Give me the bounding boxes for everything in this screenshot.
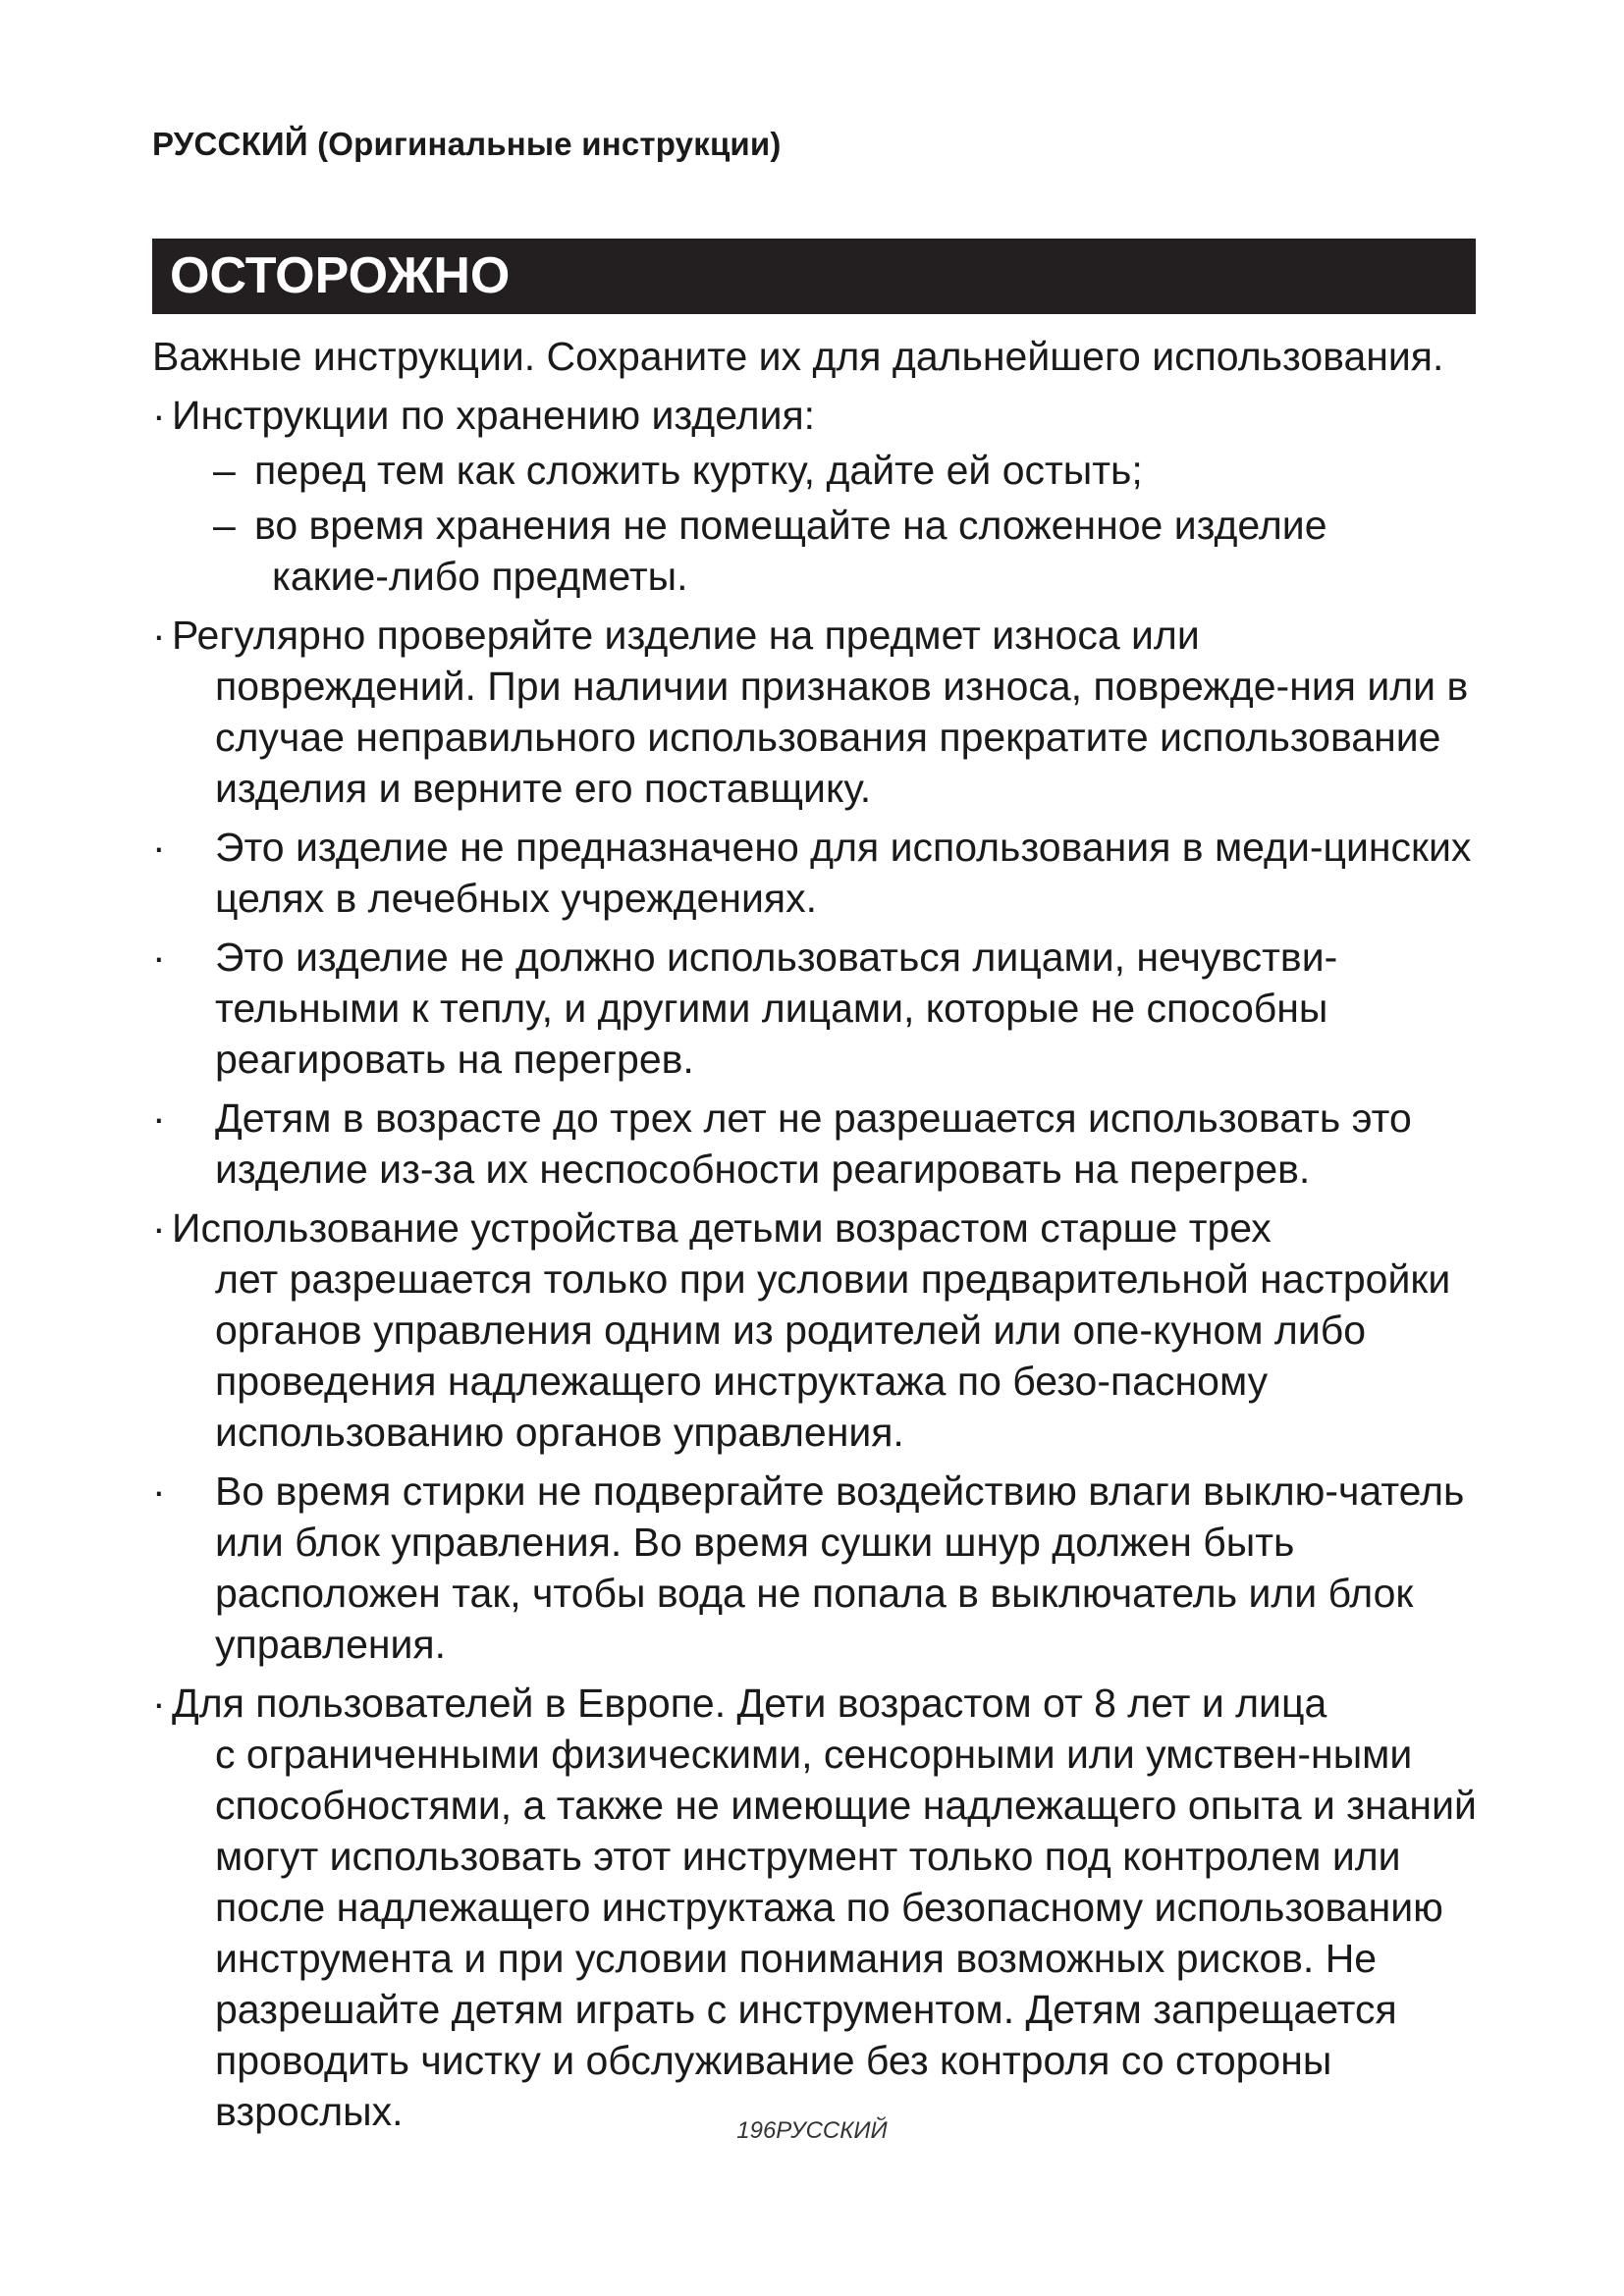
list-item-text: Это изделие не предназначено для использования в меди-цинских целях в лечебных учреждениях. — [215, 825, 1472, 921]
list-item-text: Во время стирки не подвергайте воздействию влаги выклю-чатель или блок управления. Во время сушки шнур должен быть расположен так, чтобы вода не попала в выключатель или блок управления. — [215, 1468, 1465, 1667]
storage-subitem-continuation: какие-либо предметы. — [272, 554, 688, 599]
storage-subitem-text: перед тем как сложить куртку, дайте ей остыть; — [254, 448, 1143, 493]
warning-title: ОСТОРОЖНО — [170, 247, 511, 304]
list-item-under-three — [152, 1093, 1497, 1195]
instructions-body — [152, 331, 1497, 2137]
storage-subitem-text: во время хранения не помещайте на сложенное изделие — [254, 503, 1327, 548]
page-number: 196РУССКИЙ — [736, 2117, 888, 2144]
bullet-icon: · — [152, 1205, 166, 1251]
list-item-insensitive — [152, 932, 1497, 1085]
list-item-first-line: Использование устройства детьми возрастом старше трех — [172, 1205, 1272, 1251]
list-item-text: Это изделие не должно использоваться лицами, нечувстви-тельными к теплу, и другими лицами, которые не способны реагировать на перегрев. — [215, 934, 1338, 1082]
dash-icon: – — [213, 503, 236, 548]
list-item-europe — [152, 1678, 1497, 2137]
list-item-continuation: с ограниченными физическими, сенсорными или умствен-ными способностями, а также не имеющие надлежащего опыта и знаний могут использовать этот инструмент только под контролем или после надлежащего инструктажа по безопасному использованию инструмента и при условии понимания возможных рисков. Не разрешайте детям играть с инструментом. Детям запрещается проводить чистку и обслуживание без контроля со стороны взрослых. — [215, 1732, 1477, 2134]
bullet-icon: · — [152, 825, 166, 870]
bullet-icon: · — [152, 613, 166, 658]
bullet-icon: · — [152, 1681, 166, 1726]
list-item-text: Детям в возрасте до трех лет не разрешается использовать это изделие из-за их неспособности реагировать на перегрев. — [215, 1095, 1412, 1192]
list-item-medical — [152, 822, 1497, 924]
list-item-washing — [152, 1466, 1497, 1670]
bullet-icon: · — [152, 934, 166, 980]
list-item-continuation: повреждений. При наличии признаков износа, поврежде-ния или в случае неправильного использования прекратите использование изделия и верните его поставщику. — [215, 664, 1469, 811]
list-item-first-line: Регулярно проверяйте изделие на предмет износа или — [172, 613, 1200, 658]
bullet-icon: · — [152, 1095, 166, 1141]
list-item-first-line: Для пользователей в Европе. Дети возрастом от 8 лет и лица — [172, 1681, 1327, 1726]
list-item-continuation: лет разрешается только при условии предварительной настройки органов управления одним из родителей или опе-куном либо проведения надлежащего инструктажа по безо-пасному использованию органов управления. — [215, 1256, 1451, 1455]
intro-text: Важные инструкции. Сохраните их для дальнейшего использования. — [152, 334, 1444, 379]
bullet-icon: · — [152, 393, 166, 438]
list-item-storage — [152, 390, 1497, 441]
storage-lead: Инструкции по хранению изделия: — [172, 393, 816, 438]
storage-subitem-2 — [152, 500, 1497, 602]
storage-subitem-1 — [152, 445, 1497, 496]
list-item-older-children — [152, 1202, 1497, 1458]
dash-icon: – — [213, 448, 236, 493]
bullet-icon: · — [152, 1468, 166, 1514]
list-item-inspection — [152, 610, 1497, 814]
document-language-heading: РУССКИЙ (Оригинальные инструкции) — [152, 126, 782, 162]
warning-banner — [152, 239, 1476, 314]
